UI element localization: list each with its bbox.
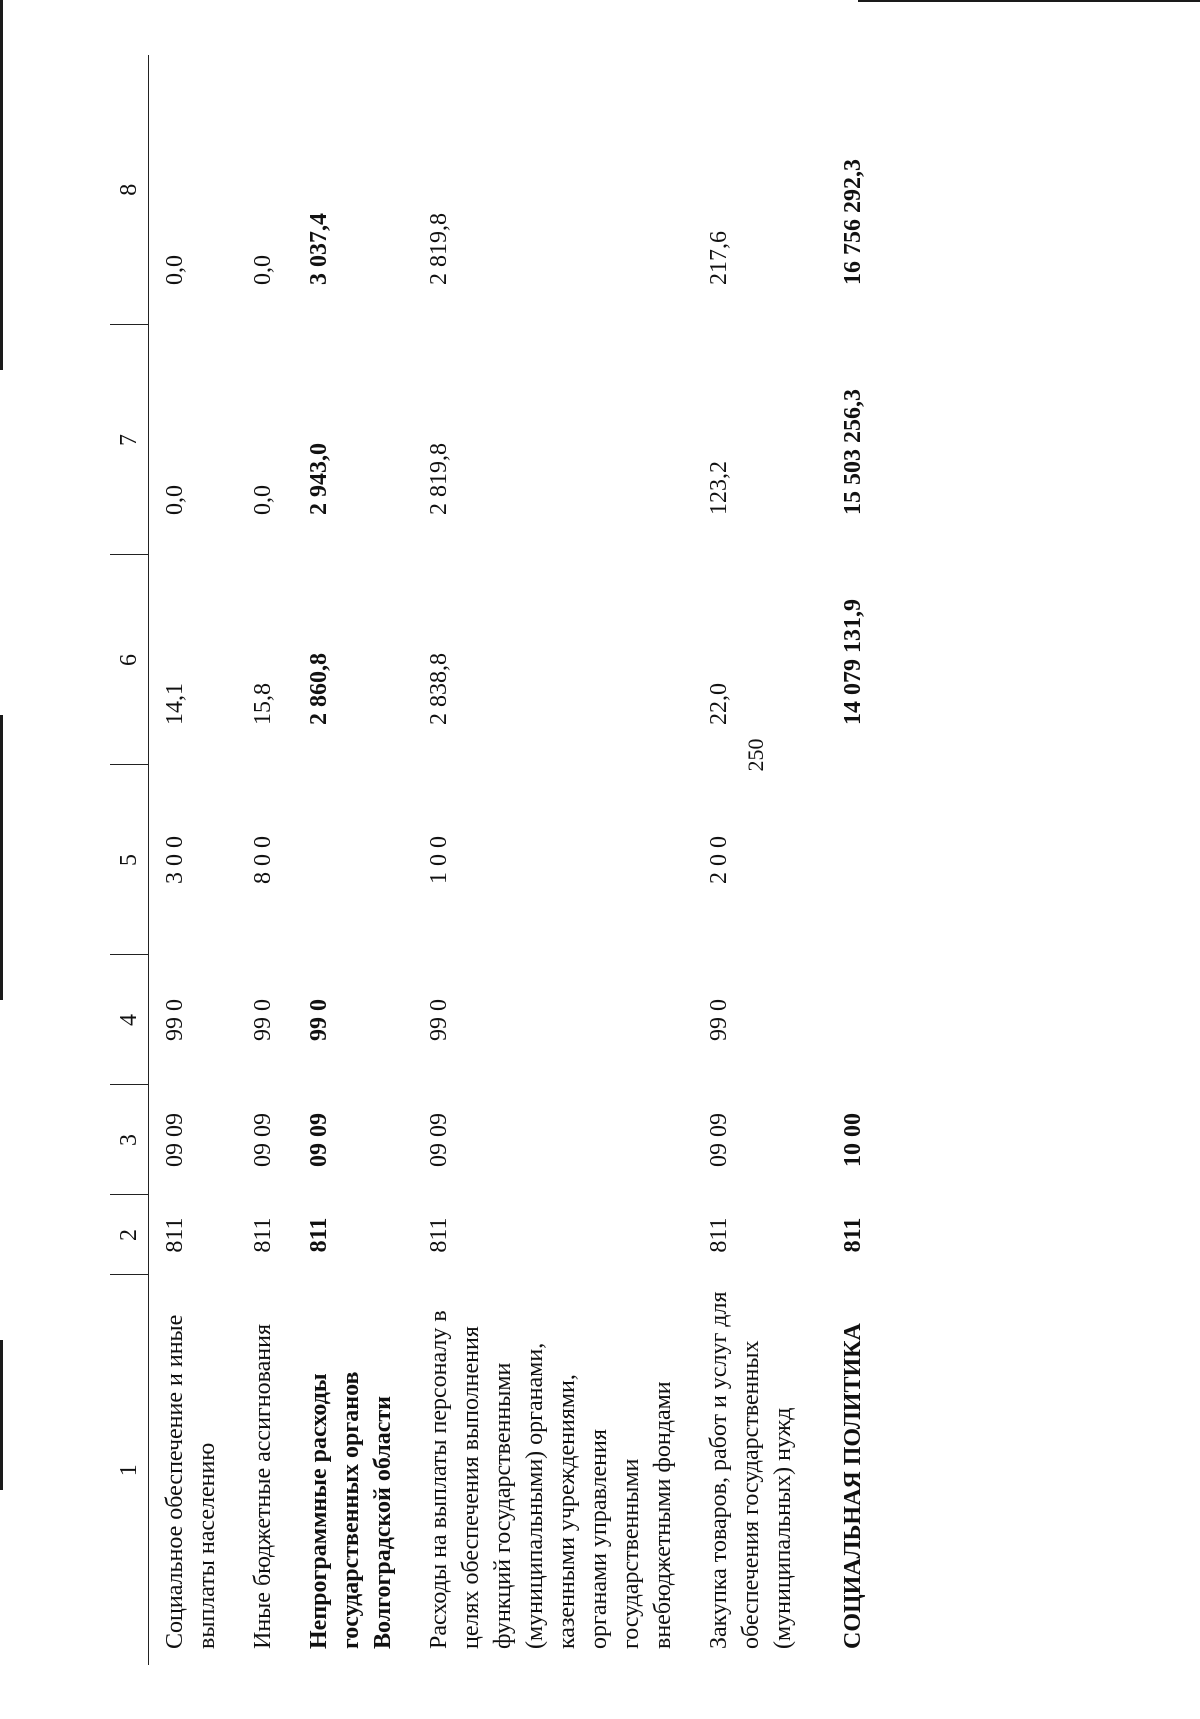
cell-target-item: 99 0 [426, 999, 452, 1041]
row-name: Расходы на выплаты персоналу в целях обеспечения выполнения функций государственными (муниципальными) органами, казенными учреждениями, органами управления государственными внебюджетными фондами [426, 1310, 676, 1649]
cell-target-item: 99 0 [250, 999, 276, 1041]
row-name: Иные бюджетные ассигнования [250, 1324, 276, 1649]
cell-value-year1: 2 838,8 [426, 653, 452, 725]
cell-expense-type: 3 0 0 [162, 836, 188, 884]
cell-value-year2: 2 819,8 [426, 443, 452, 515]
rotated-page [110, 10, 1110, 1665]
column-header: 8 [110, 55, 149, 325]
cell-admin-code: 811 [306, 1217, 332, 1253]
cell-value-year2: 123,2 [706, 461, 732, 515]
column-header: 2 [110, 1195, 149, 1275]
cell-admin-code: 811 [250, 1217, 276, 1253]
table-row [237, 55, 293, 1665]
scan-edge-left [0, 1340, 3, 1490]
table-row [413, 55, 693, 1665]
cell-expense-type [293, 765, 413, 955]
cell-value-year1: 22,0 [706, 683, 732, 725]
column-header: 6 [110, 555, 149, 765]
cell-section: 09 09 [162, 1113, 188, 1167]
scan-edge-left [0, 715, 3, 1000]
table-row [293, 55, 413, 1665]
cell-expense-type: 2 0 0 [706, 836, 732, 884]
cell-admin-code: 811 [840, 1217, 866, 1253]
header-row [110, 55, 149, 1665]
cell-value-year3: 2 819,8 [426, 213, 452, 285]
row-name: Непрограммные расходы государственных органов Волгоградской области [306, 1371, 396, 1649]
row-name: СОЦИАЛЬНАЯ ПОЛИТИКА [840, 1323, 866, 1649]
page-number: 250 [743, 738, 768, 772]
cell-value-year1: 15,8 [250, 683, 276, 725]
cell-expense-type [813, 765, 883, 955]
scan-edge-top [858, 0, 1200, 2]
cell-value-year2: 2 943,0 [306, 443, 332, 515]
budget-table [110, 55, 883, 1665]
cell-admin-code: 811 [162, 1217, 188, 1253]
cell-section: 09 09 [426, 1113, 452, 1167]
table-row [149, 55, 238, 1665]
cell-value-year3: 217,6 [706, 231, 732, 285]
cell-expense-type: 8 0 0 [250, 836, 276, 884]
cell-target-item: 99 0 [706, 999, 732, 1041]
column-header: 3 [110, 1085, 149, 1195]
cell-value-year2: 0,0 [162, 485, 188, 515]
cell-value-year3: 3 037,4 [306, 213, 332, 285]
cell-value-year1: 14,1 [162, 683, 188, 725]
cell-section: 09 09 [706, 1113, 732, 1167]
row-name: Социальное обеспечение и иные выплаты населению [162, 1314, 220, 1649]
cell-value-year1: 2 860,8 [306, 653, 332, 725]
column-header: 7 [110, 325, 149, 555]
cell-admin-code: 811 [426, 1217, 452, 1253]
cell-value-year2: 15 503 256,3 [840, 389, 866, 515]
cell-value-year1: 14 079 131,9 [840, 599, 866, 725]
cell-target-item: 99 0 [306, 999, 332, 1041]
cell-value-year3: 0,0 [250, 255, 276, 285]
cell-admin-code: 811 [706, 1217, 732, 1253]
column-header: 4 [110, 955, 149, 1085]
cell-value-year2: 0,0 [250, 485, 276, 515]
cell-target-item: 99 0 [162, 999, 188, 1041]
cell-target-item [813, 955, 883, 1085]
cell-section: 10 00 [840, 1113, 866, 1167]
column-header: 1 [110, 1275, 149, 1665]
row-name: Закупка товаров, работ и услуг для обеспечения государственных (муниципальных) нужд [706, 1291, 796, 1649]
cell-value-year3: 16 756 292,3 [840, 159, 866, 285]
column-header: 5 [110, 765, 149, 955]
cell-value-year3: 0,0 [162, 255, 188, 285]
scan-edge-left [0, 0, 3, 370]
cell-expense-type: 1 0 0 [426, 836, 452, 884]
cell-section: 09 09 [306, 1113, 332, 1167]
cell-section: 09 09 [250, 1113, 276, 1167]
table-row [813, 55, 883, 1665]
table-row [693, 55, 813, 1665]
